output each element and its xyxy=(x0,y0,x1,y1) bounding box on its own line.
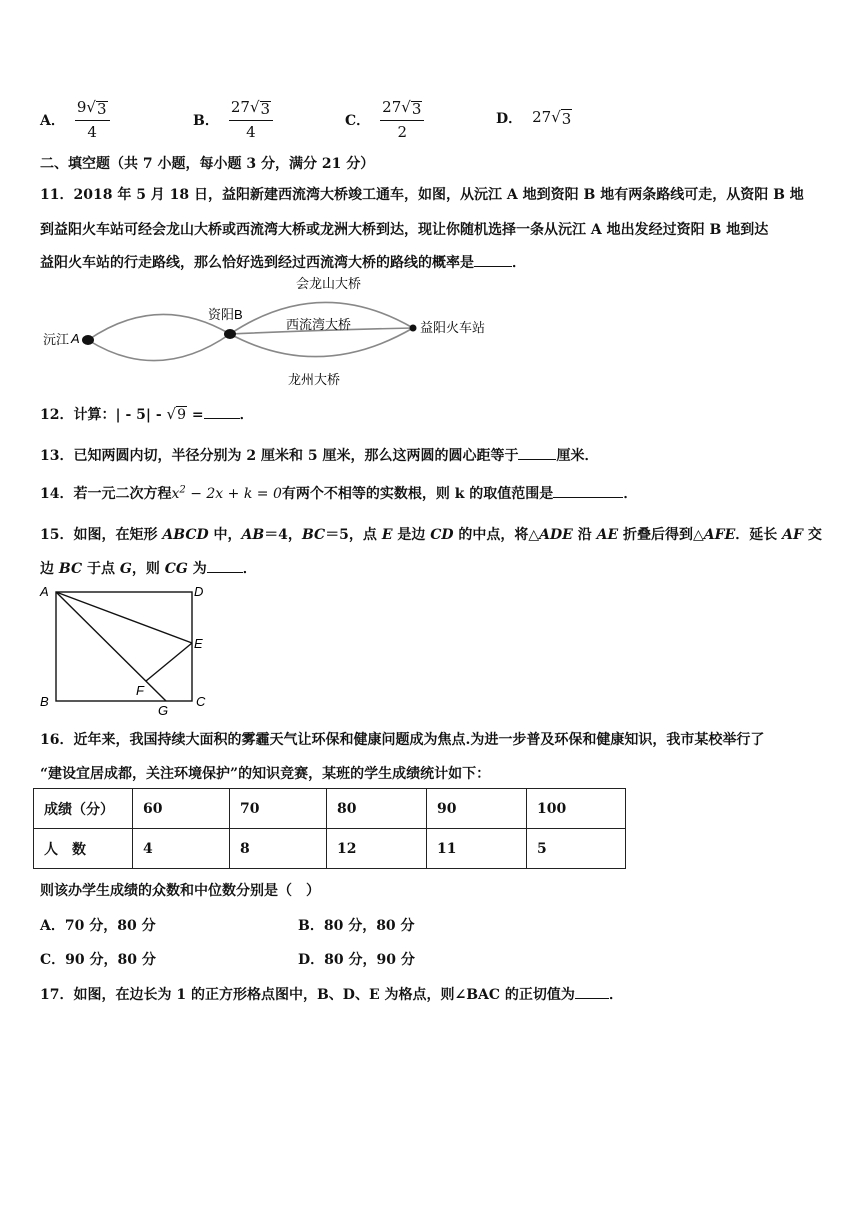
top-bridge-label: 会龙山大桥 xyxy=(296,276,362,291)
table-row xyxy=(34,789,626,829)
b-place-label: 资阳B xyxy=(208,307,243,322)
table-cell: 5 xyxy=(527,829,626,869)
table-row xyxy=(34,829,626,869)
q12: 12．计算：| - 5| - √ 9 = ． xyxy=(40,405,254,423)
option-b-fraction: 27 √ 3 4 xyxy=(229,100,273,140)
q16-option-d: D．80 分，90 分 xyxy=(298,952,415,968)
q15-end: ． xyxy=(242,561,257,577)
label-f: F xyxy=(136,683,144,698)
option-b-denominator: 4 xyxy=(246,123,256,141)
q11-route-diagram xyxy=(40,272,510,390)
bottom-bridge-label: 龙州大桥 xyxy=(288,372,341,387)
label-d: D xyxy=(194,584,204,599)
q16-line-1: 16．近年来，我国持续大面积的雾霾天气让环保和健康问题成为焦点.为进一步普及环保和健康知识，我市某校举行了 xyxy=(40,732,765,748)
station-dot xyxy=(410,325,417,332)
q13-unit: 厘米． xyxy=(556,448,599,464)
q16-question: 则该办学生成绩的众数和中位数分别是（ ） xyxy=(40,883,320,899)
label-b: B xyxy=(40,694,49,709)
option-d: D． 27 √ 3 xyxy=(496,108,572,128)
option-c-label: C． xyxy=(345,113,371,129)
table-cell: 60 xyxy=(133,789,230,829)
q14-answer-blank[interactable] xyxy=(553,497,623,498)
label-a: A xyxy=(40,584,49,599)
q11-line-3 xyxy=(40,252,526,272)
table-cell: 人 数 xyxy=(34,829,133,869)
option-b-label: B． xyxy=(193,113,219,129)
label-c: C xyxy=(196,694,206,709)
q12-eq: = xyxy=(187,407,204,423)
point-b-dot xyxy=(224,329,236,339)
q12-prefix: 12．计算：| - 5| - xyxy=(40,407,167,423)
option-b xyxy=(193,100,273,140)
q15-line-2: 边 BC 于点 G，则 CG 为 ． xyxy=(40,561,257,577)
q14-equation: $x^2 - 2x + k = 0$ xyxy=(171,484,282,502)
table-cell: 8 xyxy=(230,829,327,869)
q16-option-b: B．80 分，80 分 xyxy=(298,918,415,934)
q16-option-a: A．70 分，80 分 xyxy=(40,918,156,934)
q11-answer-blank[interactable] xyxy=(474,266,512,267)
station-label: 益阳火车站 xyxy=(420,320,486,335)
option-c-fraction: 27 √ 3 2 xyxy=(380,100,424,140)
option-a-denominator: 4 xyxy=(87,123,97,141)
segment-ag xyxy=(56,592,166,701)
route-a-b-lower xyxy=(88,334,230,361)
q11-line-1: 11．2018 年 5 月 18 日，益阳新建西流湾大桥竣工通车，如图，从沅江 A 地到资阳 B 地有两条路线可走，从资阳 B 地 xyxy=(40,187,804,203)
option-c-radicand: 3 xyxy=(411,100,422,118)
option-c-denominator: 2 xyxy=(397,123,408,141)
a-place-label: 沅江 xyxy=(43,332,70,347)
q15-answer-blank[interactable] xyxy=(207,572,243,573)
segment-ae xyxy=(56,592,192,643)
section-heading: 二、填空题（共 7 小题，每小题 3 分，满分 21 分） xyxy=(40,156,375,172)
option-a-radicand: 3 xyxy=(96,100,107,118)
table-cell: 12 xyxy=(327,829,427,869)
q14-prefix: 14．若一元二次方程 xyxy=(40,486,172,502)
q17 xyxy=(40,984,623,1004)
q12-end: ． xyxy=(239,407,254,423)
option-b-radicand: 3 xyxy=(260,100,271,118)
q11-end: ． xyxy=(512,255,526,271)
label-g: G xyxy=(158,703,169,718)
q16-option-c: C．90 分，80 分 xyxy=(40,952,156,968)
table-cell: 70 xyxy=(230,789,327,829)
table-cell: 11 xyxy=(427,829,527,869)
rectangle-abcd xyxy=(56,592,192,701)
option-d-label: D． xyxy=(496,111,523,127)
option-d-radicand: 3 xyxy=(561,110,572,128)
table-cell: 90 xyxy=(427,789,527,829)
option-c xyxy=(345,100,424,140)
label-e: E xyxy=(194,636,203,651)
option-a-fraction: 9 √ 3 4 xyxy=(75,100,110,140)
option-a-label: A． xyxy=(40,113,65,129)
segment-fe xyxy=(146,643,192,681)
q14-end: ． xyxy=(623,486,638,502)
table-cell: 80 xyxy=(327,789,427,829)
table-cell: 100 xyxy=(527,789,626,829)
table-cell: 4 xyxy=(133,829,230,869)
q12-answer-blank[interactable] xyxy=(204,418,240,419)
q15-rectangle-figure xyxy=(36,580,216,718)
option-d-coef: 27 xyxy=(532,108,552,126)
mid-bridge-label: 西流湾大桥 xyxy=(286,317,352,332)
q17-text: 17．如图，在边长为 1 的正方形格点图中，B、D、E 为格点，则∠BAC 的正切值为 xyxy=(40,987,575,1003)
option-b-coef: 27 xyxy=(230,98,250,116)
q13-text: 13．已知两圆内切，半径分别为 2 厘米和 5 厘米，那么这两圆的圆心距等于 xyxy=(40,448,519,464)
q14 xyxy=(40,483,637,503)
score-table xyxy=(33,788,626,869)
q17-answer-blank[interactable] xyxy=(575,998,609,999)
table-cell: 成绩（分） xyxy=(34,789,133,829)
option-c-coef: 27 xyxy=(382,98,402,116)
option-a xyxy=(40,100,110,140)
q15-line-1: 15．如图，在矩形 ABCD 中，AB＝4，BC＝5，点 E 是边 CD 的中点，将△ADE 沿 AE 折叠后得到△AFE．延长 AF 交 xyxy=(40,527,822,543)
a-letter-label: A xyxy=(71,331,80,346)
q11-line-3-text: 益阳火车站的行走路线，那么恰好选到经过西流湾大桥的路线的概率是 xyxy=(40,255,474,271)
q11-line-2: 到益阳火车站可经会龙山大桥或西流湾大桥或龙洲大桥到达，现让你随机选择一条从沅江 A 地出发经过资阳 B 地到达 xyxy=(40,222,769,238)
q13 xyxy=(40,445,598,465)
point-a-dot xyxy=(82,335,94,345)
q12-radicand: 9 xyxy=(177,407,187,423)
q16-line-2: “建设宜居成都，关注环境保护”的知识竞赛，某班的学生成绩统计如下： xyxy=(40,766,491,782)
q13-answer-blank[interactable] xyxy=(518,459,556,460)
q14-suffix: 有两个不相等的实数根，则 k 的取值范围是 xyxy=(281,486,554,502)
option-a-coef: 9 xyxy=(76,98,87,116)
q17-end: ． xyxy=(608,987,623,1003)
